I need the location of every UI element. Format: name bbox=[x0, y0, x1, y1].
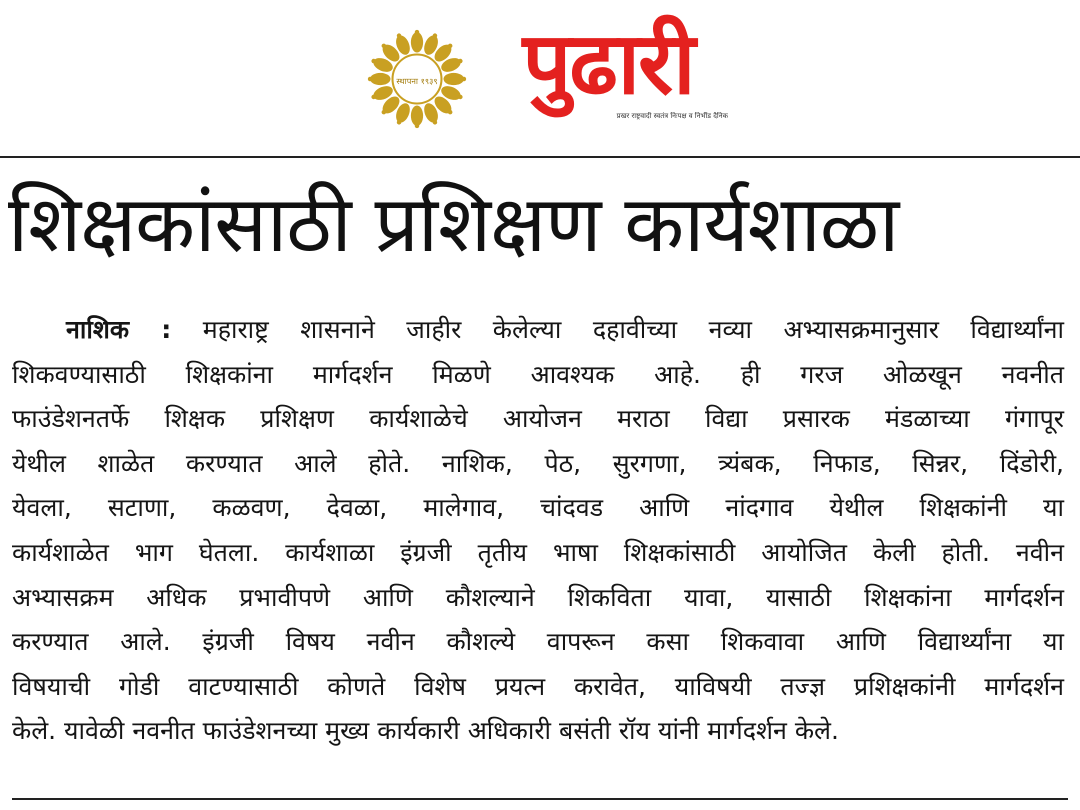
emblem-dot bbox=[382, 44, 386, 48]
emblem-dot bbox=[458, 95, 462, 99]
dateline: नाशिक : bbox=[66, 315, 172, 344]
emblem-dot bbox=[415, 30, 419, 34]
emblem-dot bbox=[462, 77, 466, 81]
logo-tagline: प्रखर राष्ट्रवादी स्वतंत्र निःपक्ष व निर्भीड दैनिक bbox=[616, 112, 728, 120]
article-line: केले. यावेळी नवनीत फाउंडेशनच्या मुख्य कार्यकारी अधिकारी बसंती रॉय यांनी मार्गदर्शन केले. bbox=[12, 716, 839, 746]
emblem-dot bbox=[371, 95, 375, 99]
article-line bbox=[12, 308, 1064, 353]
logo-wordmark: पुढारी bbox=[522, 14, 694, 114]
emblem-petal bbox=[444, 73, 464, 85]
top-divider bbox=[0, 156, 1080, 158]
sun-emblem-icon bbox=[366, 28, 468, 130]
bottom-divider bbox=[12, 798, 1068, 800]
emblem-dot bbox=[433, 120, 437, 124]
emblem-dot bbox=[397, 120, 401, 124]
masthead bbox=[0, 0, 1080, 156]
article-line: करण्यात आले. इंग्रजी विषय नवीन कौशल्ये वापरून कसा शिकवावा आणि विद्यार्थ्यांना या bbox=[12, 627, 1064, 657]
headline: शिक्षकांसाठी प्रशिक्षण कार्यशाळा bbox=[8, 180, 899, 270]
emblem-dot bbox=[397, 33, 401, 37]
article-line: येवला, सटाणा, कळवण, देवळा, मालेगाव, चांदवड आणि नांदगाव येथील शिक्षकांनी या bbox=[12, 493, 1064, 523]
article-body bbox=[12, 308, 1064, 754]
emblem-dot bbox=[415, 124, 419, 128]
emblem-petal bbox=[411, 106, 423, 126]
article-line: शिकवण्यासाठी शिक्षकांना मार्गदर्शन मिळणे आवश्यक आहे. ही गरज ओळखून नवनीत bbox=[12, 359, 1064, 389]
article-line: विषयाची गोडी वाटण्यासाठी कोणते विशेष प्रयत्न करावेत, याविषयी तज्ज्ञ प्रशिक्षकांनी मार्गदर्शन bbox=[12, 671, 1064, 701]
article-line: फाउंडेशनतर्फे शिक्षक प्रशिक्षण कार्यशाळेचे आयोजन मराठा विद्या प्रसारक मंडळाच्या गंगापूर bbox=[12, 404, 1064, 434]
emblem-dot bbox=[382, 110, 386, 114]
article-line-text: महाराष्ट्र शासनाने जाहीर केलेल्या दहावीच्या नव्या अभ्यासक्रमानुसार विद्यार्थ्यांना bbox=[202, 315, 1064, 344]
emblem-dot bbox=[448, 44, 452, 48]
emblem-dot bbox=[433, 33, 437, 37]
emblem-dot bbox=[371, 59, 375, 63]
article-line: कार्यशाळेत भाग घेतला. कार्यशाळा इंग्रजी तृतीय भाषा शिक्षकांसाठी आयोजित केली होती. नवीन bbox=[12, 537, 1064, 567]
emblem-dot bbox=[368, 77, 372, 81]
article-line: अभ्यासक्रम अधिक प्रभावीपणे आणि कौशल्याने शिकविता यावा, यासाठी शिक्षकांना मार्गदर्शन bbox=[12, 582, 1064, 612]
article-line: येथील शाळेत करण्यात आले होते. नाशिक, पेठ, सुरगणा, त्र्यंबक, निफाड, सिन्नर, दिंडोरी, bbox=[12, 448, 1064, 478]
emblem-dot bbox=[458, 59, 462, 63]
emblem-petal bbox=[370, 73, 390, 85]
emblem-label: स्थापना १९३९ bbox=[396, 76, 438, 87]
emblem-dot bbox=[448, 110, 452, 114]
newspaper-logo bbox=[488, 14, 728, 130]
emblem-petal bbox=[411, 32, 423, 52]
